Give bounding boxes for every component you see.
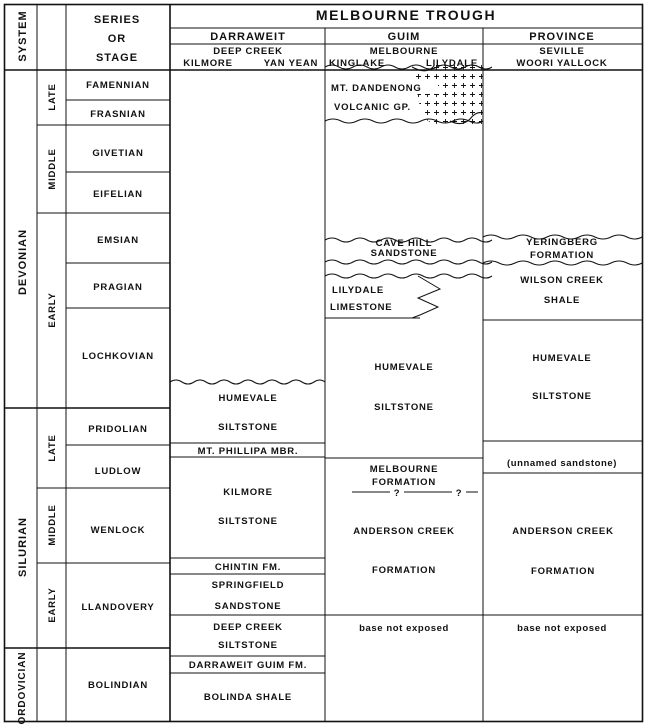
sub-kilmore: KILMORE — [183, 58, 233, 69]
system-ordovician: ORDOVICIAN — [17, 651, 28, 725]
guim-lilydale-1: LILYDALE — [332, 285, 384, 296]
darraweit-deepcreek-2: SILTSTONE — [218, 640, 278, 651]
guim-dandenong-1: MT. DANDENONG — [331, 83, 422, 94]
stage-pragian: PRAGIAN — [93, 282, 143, 293]
province-wilson-2: SHALE — [543, 295, 581, 306]
series-header-1: SERIES — [93, 14, 141, 26]
darraweit-chintin: CHINTIN FM. — [214, 562, 282, 573]
sub-kinglake: KINGLAKE — [328, 58, 386, 69]
stage-llandovery: LLANDOVERY — [81, 602, 155, 613]
trough-title: MELBOURNE TROUGH — [315, 7, 497, 23]
sub-deep-creek: DEEP CREEK — [213, 46, 283, 57]
sub-seville: SEVILLE — [539, 46, 585, 57]
darraweit-kilmore-1: KILMORE — [223, 487, 273, 498]
province-lines — [483, 235, 642, 615]
darraweit-kilmore-2: SILTSTONE — [218, 516, 278, 527]
province-yeringberg-1: YERINGBERG — [526, 237, 598, 248]
stage-lochkovian: LOCHKOVIAN — [82, 351, 154, 362]
guim-anderson-1: ANDERSON CREEK — [353, 526, 455, 537]
province-unnamed: (unnamed sandstone) — [506, 458, 618, 469]
darraweit-springfield-1: SPRINGFIELD — [211, 580, 285, 591]
stage-ludlow: LUDLOW — [94, 466, 142, 477]
series-dev-late: LATE — [47, 83, 58, 111]
province-humevale-1: HUMEVALE — [532, 353, 592, 364]
guim-question-1: ? — [393, 488, 401, 499]
sub-melbourne: MELBOURNE — [369, 46, 439, 57]
province-yeringberg-2: FORMATION — [529, 250, 595, 261]
series-dev-early: EARLY — [47, 292, 58, 328]
province-humevale-2: SILTSTONE — [532, 391, 592, 402]
province-anderson-1: ANDERSON CREEK — [512, 526, 614, 537]
series-sil-late: LATE — [47, 434, 58, 462]
darraweit-guim-fm: DARRAWEIT GUIM FM. — [188, 660, 308, 671]
system-silurian: SILURIAN — [17, 517, 29, 577]
guim-cavehill-2: SANDSTONE — [370, 248, 438, 259]
col-province: PROVINCE — [529, 31, 595, 43]
stage-givetian: GIVETIAN — [92, 148, 144, 159]
guim-humevale-2: SILTSTONE — [374, 402, 434, 413]
guim-lilydale-2: LIMESTONE — [330, 302, 393, 313]
system-header: SYSTEM — [17, 10, 29, 62]
darraweit-mt-phillipa: MT. PHILLIPA MBR. — [197, 446, 299, 457]
darraweit-humevale-2: SILTSTONE — [218, 422, 278, 433]
series-sil-early: EARLY — [47, 587, 58, 623]
stage-eifelian: EIFELIAN — [93, 189, 143, 200]
sub-woori-yallock: WOORI YALLOCK — [516, 58, 608, 69]
guim-anderson-2: FORMATION — [371, 565, 437, 576]
guim-base: base not exposed — [359, 623, 449, 634]
guim-cavehill-1: CAVE HILL — [375, 238, 433, 249]
province-base: base not exposed — [517, 623, 607, 634]
sub-lilydale: LILYDALE — [426, 58, 478, 69]
darraweit-humevale-1: HUMEVALE — [218, 393, 278, 404]
stage-bolindian: BOLINDIAN — [88, 680, 148, 691]
series-sil-middle: MIDDLE — [47, 504, 58, 546]
guim-melbourne-2: FORMATION — [371, 477, 437, 488]
system-devonian: DEVONIAN — [17, 228, 29, 296]
series-dev-middle: MIDDLE — [47, 148, 58, 190]
stage-famennian: FAMENNIAN — [86, 80, 150, 91]
guim-dandenong-2: VOLCANIC GP. — [334, 102, 411, 113]
col-darraweit: DARRAWEIT — [210, 31, 286, 43]
stage-pridolian: PRIDOLIAN — [88, 424, 148, 435]
stage-emsian: EMSIAN — [97, 235, 139, 246]
series-header-3: STAGE — [95, 52, 139, 64]
darraweit-springfield-2: SANDSTONE — [214, 601, 282, 612]
province-anderson-2: FORMATION — [530, 566, 596, 577]
province-wilson-1: WILSON CREEK — [520, 275, 604, 286]
guim-humevale-1: HUMEVALE — [374, 362, 434, 373]
series-header-2: OR — [107, 33, 127, 45]
guim-melbourne-1: MELBOURNE — [369, 464, 439, 475]
sub-yan-yean: YAN YEAN — [263, 58, 319, 69]
guim-question-2: ? — [455, 488, 463, 499]
darraweit-bolinda: BOLINDA SHALE — [203, 692, 293, 703]
stage-wenlock: WENLOCK — [90, 525, 146, 536]
col-guim: GUIM — [387, 31, 421, 43]
stage-frasnian: FRASNIAN — [90, 109, 146, 120]
darraweit-deepcreek-1: DEEP CREEK — [213, 622, 283, 633]
